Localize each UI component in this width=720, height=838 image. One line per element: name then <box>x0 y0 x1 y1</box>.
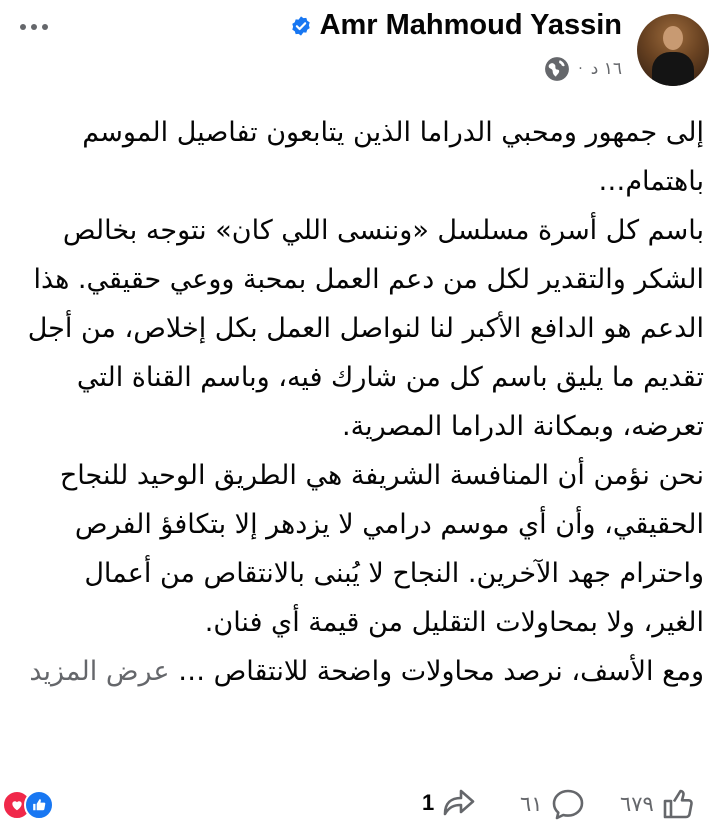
post-footer <box>0 780 720 830</box>
share-button[interactable] <box>422 788 476 818</box>
more-options-button[interactable] <box>14 12 54 42</box>
thumbs-up-icon <box>662 788 696 820</box>
post-paragraph: إلى جمهور ومحبي الدراما الذين يتابعون تفاصيل الموسم باهتمام… <box>82 117 704 197</box>
author-name[interactable]: Amr Mahmoud Yassin <box>319 9 622 41</box>
avatar-face <box>663 26 683 50</box>
more-dot <box>42 24 48 30</box>
share-icon <box>442 788 476 818</box>
comment-button[interactable] <box>520 788 585 820</box>
meta-separator: · <box>578 61 583 77</box>
post-timestamp[interactable]: ١٦ د <box>590 59 622 79</box>
like-reaction-icon <box>24 790 54 820</box>
comment-count: ٦١ <box>520 792 543 816</box>
comment-icon <box>551 788 585 820</box>
like-button[interactable] <box>620 788 696 820</box>
profile-avatar[interactable] <box>637 14 709 86</box>
post-last-line <box>20 647 704 696</box>
verified-badge-icon <box>290 15 312 37</box>
post-paragraph: نحن نؤمن أن المنافسة الشريفة هي الطريق الوحيد للنجاح الحقيقي، وأن أي موسم درامي لا يزدهر إلا بتكافؤ الفرص واحترام جهد الآخرين. النجاح لا يُبنى بالانتقاص من أعمال الغير، ولا بمحاولات التقليل من قيمة أي فنان. <box>59 460 704 638</box>
globe-icon <box>544 56 570 82</box>
like-count: ٦٧٩ <box>620 792 654 816</box>
reactions-summary[interactable] <box>2 790 58 818</box>
share-count: 1 <box>422 790 435 815</box>
author-row <box>290 9 622 42</box>
see-more-link[interactable]: عرض المزيد <box>29 656 170 687</box>
post-meta <box>544 56 622 82</box>
more-dot <box>20 24 26 30</box>
post-truncated-text: ومع الأسف، نرصد محاولات واضحة للانتقاص … <box>178 656 704 687</box>
post-paragraph: باسم كل أسرة مسلسل «وننسى اللي كان» نتوجه بخالص الشكر والتقدير لكل من دعم العمل بمحبة ووعي حقيقي. هذا الدعم هو الدافع الأكبر لنا لنواصل العمل بكل إخلاص، من أجل تقديم ما يليق باسم كل من شارك فيه، وباسم القناة التي تعرضه، وبمكانة الدراما المصرية. <box>27 215 704 442</box>
avatar-body <box>652 52 694 86</box>
more-dot <box>31 24 37 30</box>
post-body <box>20 108 704 696</box>
